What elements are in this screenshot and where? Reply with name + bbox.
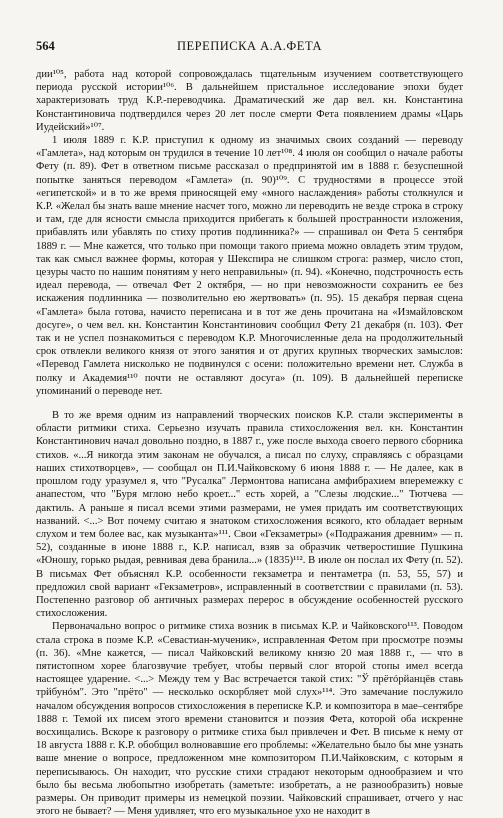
paragraph: В то же время одним из направлений творческих поисков К.Р. стали эксперименты в области ритмики стиха. Серьезно изучать правила стихосложения вел. кн. Константин Константинович начал довольно поздно, в 1887 г., уже после выхода своего первого сборника стихов. «...Я никогда этим законам не обучался, а писал по слуху, справляясь с образцами наших стихотворцев», — сообщал он П.И.Чайковскому 6 июня 1888 г. — Не далее, как в прошлом году уразумел я, что "Русалка" Лермонтова написана амфибрахием вперемежку с анапестом, что "Буря мглою небо кроет..." есть хорей, а "Слезы людские..." Тютчева — дактиль. А раньше я писал всеми этими размерами, не умея придать им соответствующих названий. <...> Вот почему считаю я знатоком стихосложения всякого, кто обладает верным слухом и тем более вас, как музыканта»¹¹¹. Свои «Гекзаметры» («Подражания древним» — п. 52), созданные в июне 1888 г., К.Р. написал, взяв за образчик четверостишие Пушкина «Юношу, горько рыдая, ревнивая дева бранила...» (1835)¹¹². В июле он послал их Фету (п. 52). В письмах Фет объяснял К.Р. особенности гекзаметра и пентаметра (п. 53, 55, 57) и предложил свой вариант «Гекзаметров», исправленный в соответствии с правилами (п. 53). Постепенно разговор об античных размерах перерос в обсуждение особенностей русского стихосложения. bbox=[36, 410, 463, 620]
page-number: 564 bbox=[36, 39, 55, 53]
paragraph: Первоначально вопрос о ритмике стиха возник в письмах К.Р. и Чайковского¹¹³. Поводом стала строка в поэме К.Р. «Севастиан-мученик», исправленная Фетом при просмотре поэмы (п. 36). «Мне кажется, — писал Чайковский великому князю 20 мая 1888 г., — что в пятистопном хорее благозвучие требует, чтобы первый слог второй стопы имел всегда настоящее ударение. <...> Между тем у Вас встречается такой стих: "Ў прётóрйанцёв ставь трйбунóм". Это "прёто" — несколько оскорбляет мой слух»¹¹⁴. Это замечание послужило началом обсуждения вопросов стихосложения в переписке К.Р. и композитора в мае–сентябре 1888 г. Темой их писем этого времени становится и поэзия Фета, которой оба искренне восхищались. Вскоре к разговору о ритмике стиха был привлечен и Фет. В письме к нему от 18 августа 1888 г. К.Р. обобщил волновавшие его проблемы: «Желательно было бы мне узнать ваше мнение о вопросе, предложенном мне композитором П.И.Чайковским, с которым я переписываюсь. Он находит, что русские стихи страдают некоторым однообразием и что было бы весьма любопытно изобретать (заметьте: изобретать, а не разнообразить) новые размеры. Он приводит примеры из немецкой поэзии. Чайковский спрашивает, отчего у нас этого не бывает? — Меня удивляет, что его музыкальное ухо не находит в bbox=[36, 621, 463, 818]
paragraph: 1 июля 1889 г. К.Р. приступил к одному из значимых своих созданий — переводу «Гамлета», над которым он трудился в течение 10 лет¹⁰⁸. 4 июля он сообщил о начале работы Фету (п. 89). Фет в ответном письме рассказал о предпринятой им в 1888 г. безуспешной попытке заняться переводом «Гамлета» (п. 90)¹⁰⁹. С трудностями в процессе этой «египетской» и в то же время приносящей ему «много наслаждения» работы столкнулся и К.Р. «Желал бы знать ваше мнение насчет того, можно ли переводить не везде строка в строку и там, где для ясности смысла приходится прибегать к большей пространности изложения, прибавлять или убавлять по стиху против подлинника?» — спрашивал он Фета 5 сентября 1889 г. — Мне кажется, что только при помощи такого приема можно овладеть этим трудом, так как смысл важнее формы, которая у Шекспира не слишком строга: размер, число стоп, цезуры часто по нашим понятиям у него неправильны» (п. 94). «Конечно, подстрочность есть идеал перевода, — отвечал Фет 2 октября, — но при невозможности сохранить ее без искажения подлинника — позволительно ею жертвовать» (п. 95). 15 декабря первая сцена «Гамлета» была готова, начисто переписана и в тот же день прочитана на «Измайловском досуге», о чем вел. кн. Константин Константинович сообщил Фету 21 декабря (п. 103). Фет так и не успел познакомиться с переводом К.Р. Многочисленные дела на продолжительный срок отвлекли великого князя от этого занятия и от других крупных творческих замыслов: «Перевод Гамлета нисколько не подвинулся с осени: положительно времени нет. Служба в полку и Академия¹¹⁰ почти не оставляют досуга» (п. 109). В дальнейшей переписке упоминаний о переводе нет. bbox=[36, 135, 463, 397]
page-body bbox=[36, 68, 463, 818]
paragraph: дии¹⁰⁵, работа над которой сопровождалась тщательным изучением соответствующего периода русской истории¹⁰⁶. В дальнейшем пристальное исследование эпохи будет характеризовать труд К.Р.-переводчика. Драматический же дар вел. кн. Константина Константиновича подтвердился через 20 лет после смерти Фета появлением драмы «Царь Иудейский»¹⁰⁷. bbox=[36, 69, 463, 133]
running-title: ПЕРЕПИСКА А.А.ФЕТА bbox=[177, 39, 322, 53]
page-header bbox=[36, 38, 463, 54]
